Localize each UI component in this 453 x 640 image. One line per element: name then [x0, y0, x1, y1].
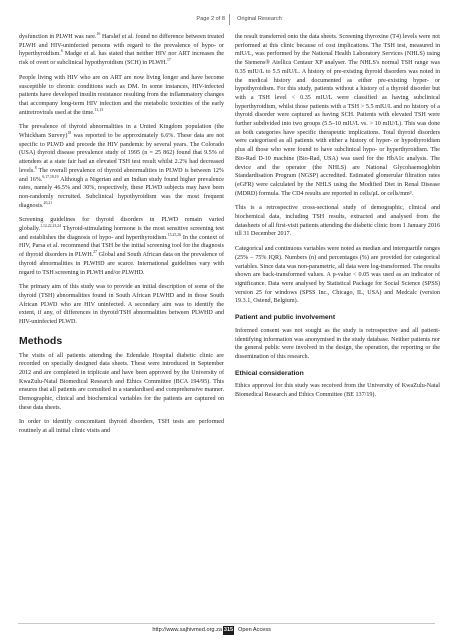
footer-rule [18, 623, 435, 624]
paragraph: dysfunction in PLWH was rare.$^{16}$ Harsløf et al. found no difference between treated PLWH and HIV-uninfected persons with regard to the prevalence of hypo- or hyperthyroidism.$^6$ Madge et al. has stated that neither HIV nor ART increases the risk of overt or subclinical hypothyroidism (SCH) in PLWH.$^{17}$ [19, 31, 225, 67]
paragraph: In order to identify concomitant thyroid disorders, TSH tests are performed routinely at all initial clinic visits and [19, 419, 224, 435]
paragraph: the result transferred onto the data sheets. Screening thyroxine (T4) levels were not performed at this clinic because of cost implications. The TSH test, measured in mIU/L, was performed by the National Health Laboratory Services (NHLS) using the Siemens® Atellica Centaur XP analyser. The NHLS's normal TSH range was 0.35 mIU/L to 5.5 mIU/L. A history of pre-existing thyroid disorders was noted in the medical history and documented as either pre-existing hyper- or hypothyroidism. For this study, patients without a history of a thyroid disorder but with a TSH level < 0.35 mIU/L were classified as having subclinical hyperthyroidism, whilst those patients with a TSH > 5.5 mIU/L and no history of a thyroid disorder were captured as having SCH. Patients with elevated TSH were further subdivided into two groups (5.5–10 mIU/L vs. > 10 mIU/L). This was done as both categories have specific therapeutic implications. Total thyroid disorders were categorised as all patients with either a history of hyper- or hypothyroidism plus all those who were found to have subclinical hypo- or hyperthyroidism. The Bio-Rad D-10 machine (Bio-Rad, USA) was used for the HbA1c analysis. The device and the operator (the NHLS) are National Glycohaemoglobin Standardisation Program (NGSP) accredited. Estimated glomerular filtration rates (eGFR) were calculated by the NHLS using the Modified Diet in Renal Disease (MDRD) formula. The CD4 results are reported in cells/μL or cells/mm³. [235, 34, 440, 197]
left-column [19, 33, 224, 442]
paragraph: Screening guidelines for thyroid disorders in PLWD remain varied globally.$^{1,12,22,23,24}$ Thyroid-stimulating hormone is the most sensitive screening test and establishes the diagnosis of hypo- and hyperthyroidism.$^{15,25,26}$ In the context of HIV, Parsa et al. recommend that TSH be the initial screening tool for the diagnosis of thyroid disorders in PLWH.$^{27}$ Global and South African data on the prevalence of thyroid abnormalities in PLWHD are scarce. International guidelines vary with regard to TSH screening in PLWH and/or PLWHD. [19, 217, 225, 276]
header-section-label: Original Research [237, 16, 282, 22]
header-divider [229, 14, 230, 25]
footer-page-number: 315 [223, 627, 234, 633]
page-header [0, 14, 453, 28]
header-page-number: Page 2 of 8 [196, 16, 225, 22]
methods-heading: Methods [19, 334, 63, 347]
paragraph: Ethics approval for this study was received from the University of KwaZulu-Natal Biomedical Research and Ethics Committee (BE 137/19). [235, 383, 440, 399]
ethical-consideration-heading: Ethical consideration [235, 369, 304, 377]
page-footer [0, 627, 453, 637]
paragraph: The visits of all patients attending the Edendale Hospital diabetic clinic are recorded on specially designed data sheets. These were introduced in September 2012 and are completed in triplicate and have been approved by the University of KwaZulu-Natal Biomedical Research and Ethics Committee (BCA 194/95). This ensures that all patients are consulted in a standardised and comprehensive manner. Demographic, clinical and biochemical variables for the patients are captured on these data sheets. [19, 352, 224, 411]
right-column [235, 33, 440, 406]
paragraph: People living with HIV who are on ART are now living longer and have become susceptible to chronic conditions such as DM. In some instances, HIV-infected patients have developed insulin resistance resulting from the inflammatory changes that accompany long-term HIV infection and the metabolic toxicities of the early antiretrovirals used at the time.$^{11,13}$ [19, 74, 224, 116]
journal-url-link[interactable]: http://www.sajhivmed.org.za [152, 627, 222, 633]
paragraph: Informed consent was not sought as the study is retrospective and all patient-identifying information was anonymised in the study database. Neither patients nor the general public were involved in the design, the operation, the reporting or the dissemination of this research. [235, 327, 440, 360]
paragraph: The primary aim of this study was to provide an initial description of some of the thyroid (TSH) abnormalities found in South African PLWHD and in those South African PLWD who are HIV uninfected. A secondary aim was to identify the extent, if any, of differences in thyroid/TSH abnormalities between PLWHD and HIV-uninfected PLWD. [19, 284, 224, 326]
paragraph: Categorical and continuous variables were noted as median and interquartile ranges (25% – 75% IQR). Numbers (n) and percentages (%) are provided for categorical variables. Since data was non-parametric, all data were log-transformed. The results shown are back-transformed values. A p-value < 0.05 was used as an indicator of significance. Data were analysed by Statistical Package for Social Science (SPSS) version 25 for windows (SPSS Inc., Chicago, IL, USA) and Medcalc (version 19.3.1, Ostend, Belgium). [235, 246, 440, 305]
open-access-label: Open Access [238, 627, 271, 633]
patient-public-involvement-heading: Patient and public involvement [235, 314, 336, 322]
paragraph: This is a retrospective cross-sectional study of demographic, clinical and biochemical data, including TSH results, extracted and analysed from the datasheets of all first-visit patients attending the diabetic clinic from 1 January 2016 till 31 December 2017. [235, 205, 440, 238]
paragraph: The prevalence of thyroid abnormalities in a United Kingdom population (the Whickham Survey)$^{18}$ was reported to be approximately 6.6%. These data are not specific to PLWD and precede the HIV pandemic by several years. The Colorado (USA) thyroid disease prevalence study of 1995 (n = 25 862) found that 9.5% of attendees at a state fair had an elevated TSH test result whilst 2.2% had decreased levels.$^8$ The overall prevalence of thyroid abnormalities in PLWD is between 12% and 16%.$^{6,17,18,19}$ Although a Nigerian and an Indian study found higher prevalence rates, namely 46.5% and 30%, respectively, these PLWD subjects may have been non-randomly recruited. Subclinical hypothyroidism was the most frequent diagnosis.$^{20,21}$ [19, 124, 225, 209]
